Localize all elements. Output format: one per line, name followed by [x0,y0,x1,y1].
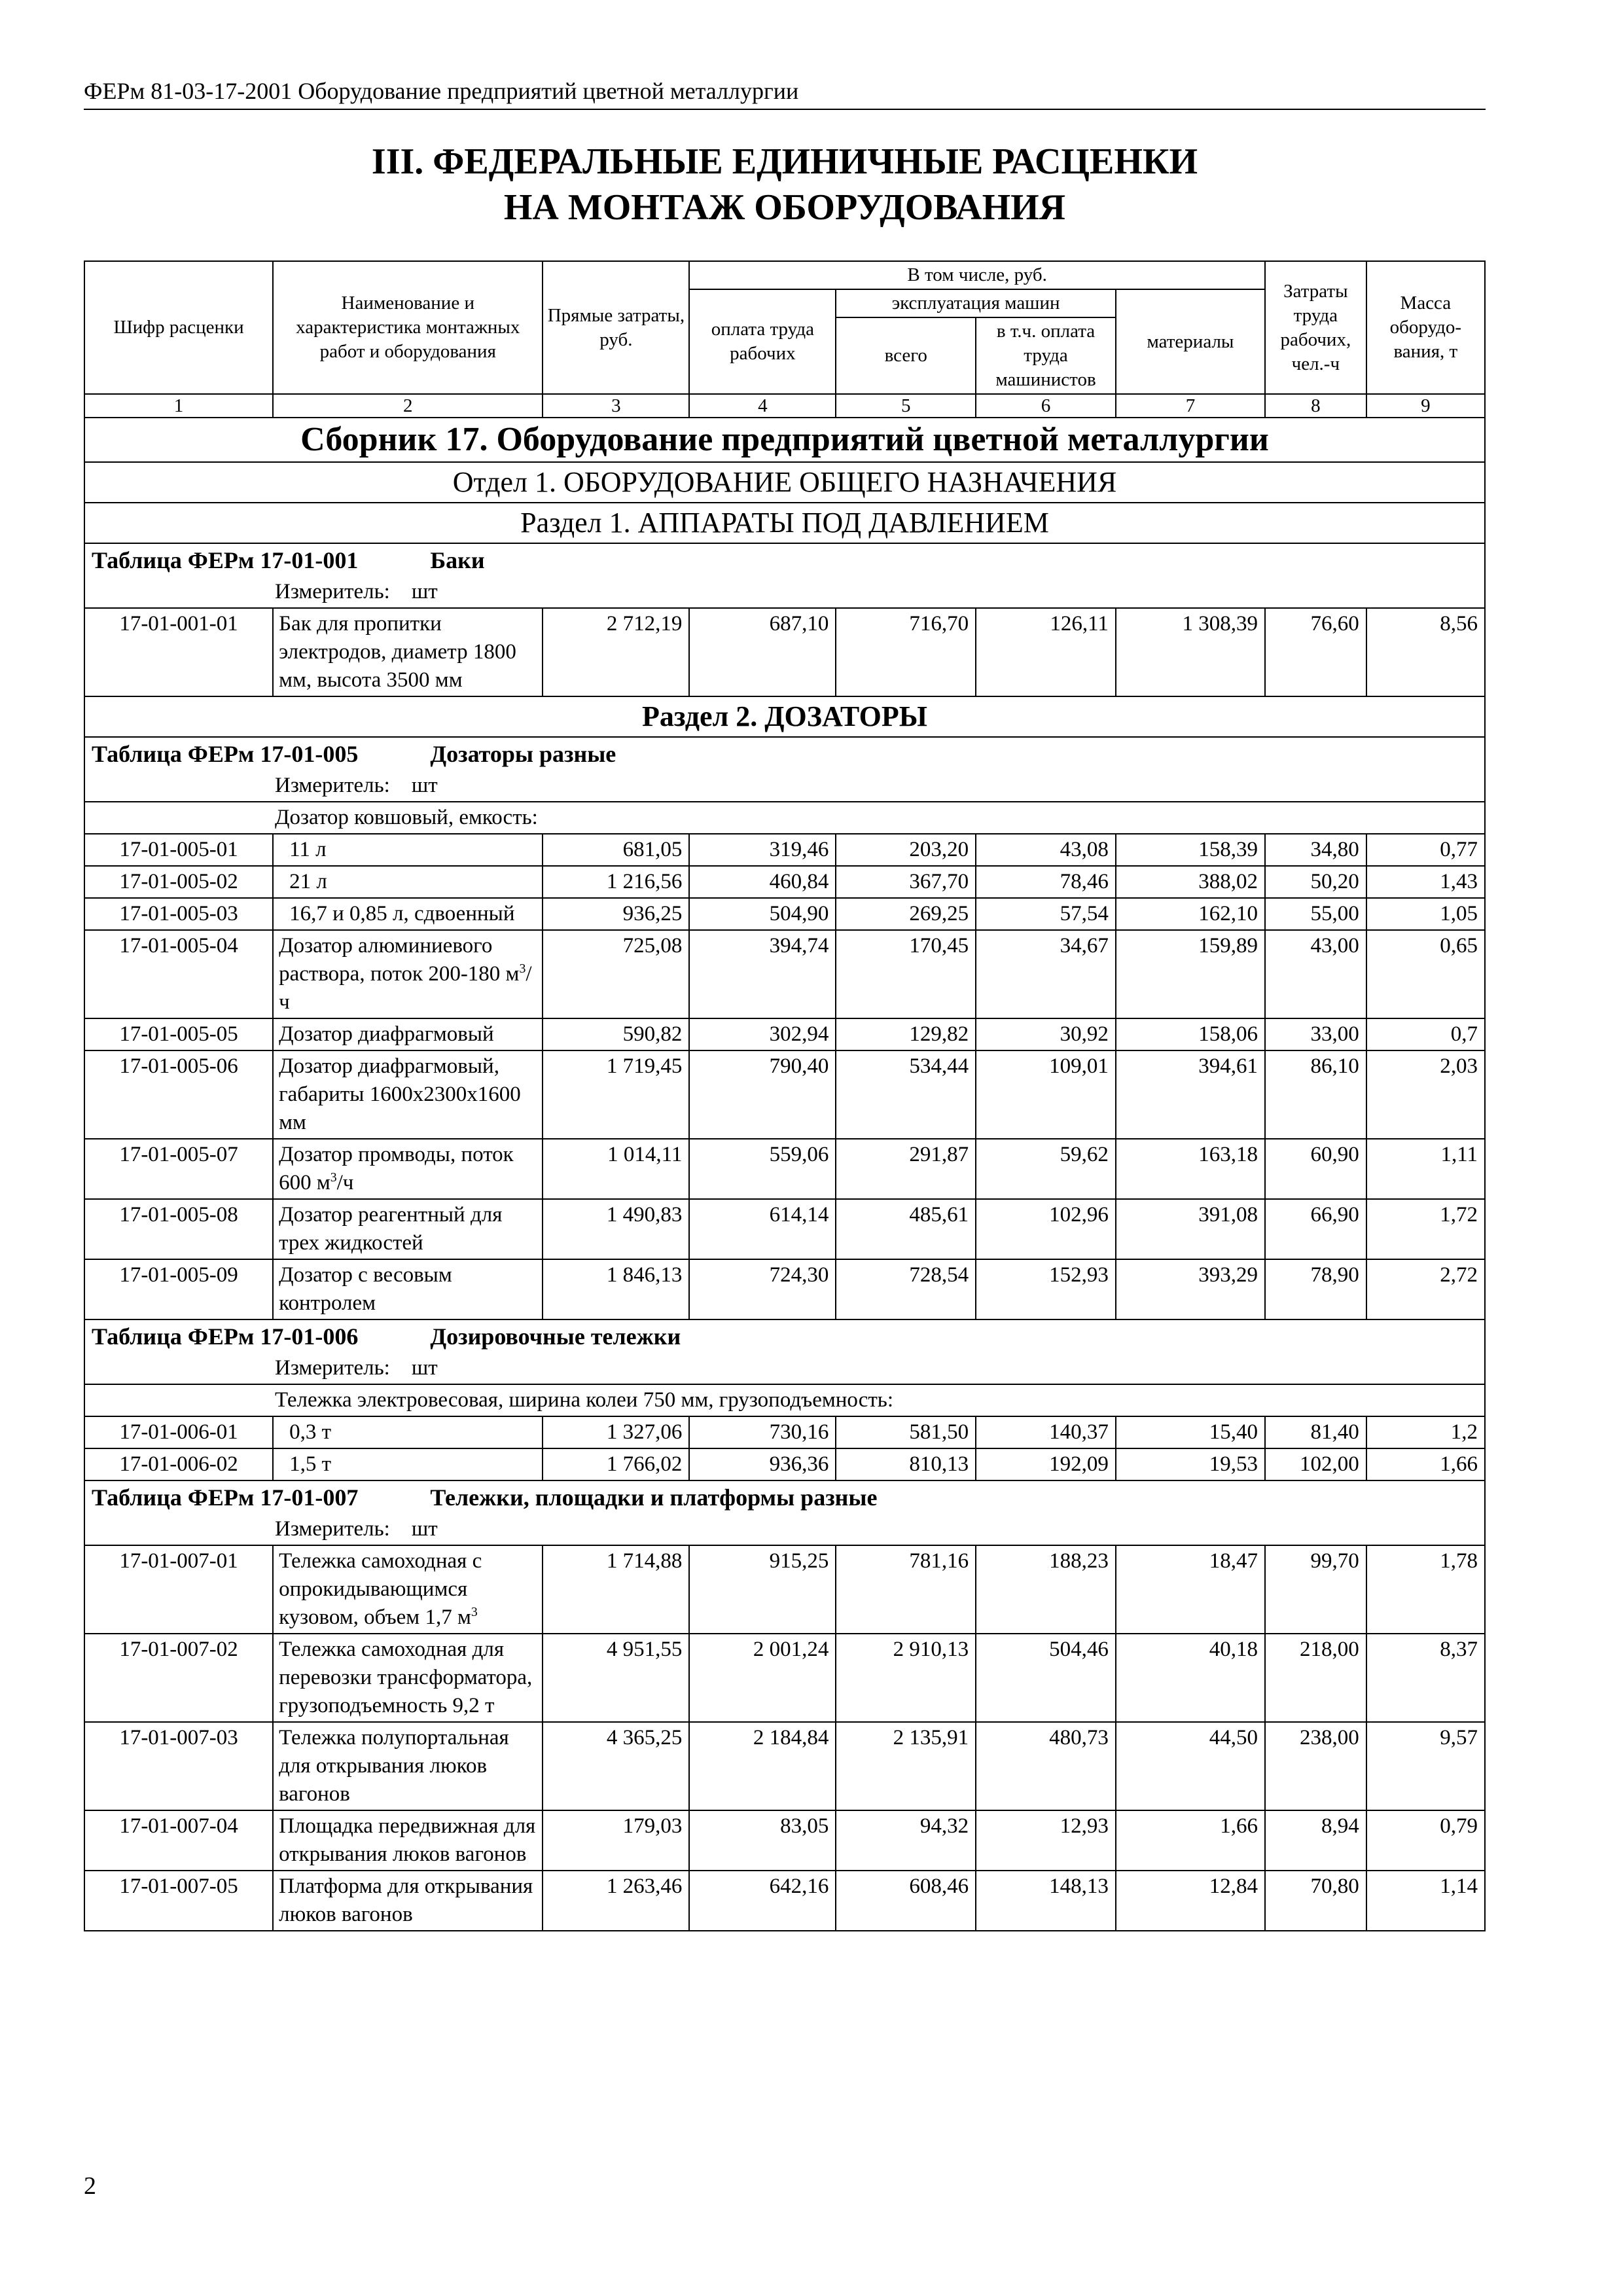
table-name: Дозаторы разные [430,741,616,767]
work-name-text: Дозатор реагентный для трех жидкостей [279,1203,503,1255]
value-labor: 2 001,24 [689,1634,836,1722]
rate-code: 17-01-007-02 [84,1634,273,1722]
value-labor: 730,16 [689,1416,836,1448]
measure-row [84,1514,1485,1545]
rate-code: 17-01-007-03 [84,1722,273,1810]
value-direct: 1 719,45 [543,1050,689,1139]
value-direct: 1 014,11 [543,1139,689,1199]
work-name-text: Дозатор с весовым контролем [279,1263,452,1315]
title-line-2: НА МОНТАЖ ОБОРУДОВАНИЯ [503,187,1066,228]
value-operators: 126,11 [976,608,1116,696]
otdel-heading: Отдел 1. ОБОРУДОВАНИЕ ОБЩЕГО НАЗНАЧЕНИЯ [84,462,1485,503]
work-name-text: 21 л [289,870,327,893]
page-title [84,139,1486,230]
work-name-text: Дозатор диафрагмовый, габариты 1600x2300x1600 мм [279,1054,521,1134]
work-name [273,866,543,898]
table-code: Таблица ФЕРм 17-01-005 [92,741,359,767]
rate-code: 17-01-005-09 [84,1259,273,1319]
value-operators: 504,46 [976,1634,1116,1722]
table-row [84,1448,1485,1480]
value-materials: 393,29 [1116,1259,1265,1319]
value-labor-cost: 86,10 [1265,1050,1366,1139]
table-row [84,898,1485,930]
value-labor-cost: 34,80 [1265,834,1366,866]
work-name [273,930,543,1018]
value-labor: 642,16 [689,1871,836,1931]
value-direct: 936,25 [543,898,689,930]
value-operators: 12,93 [976,1810,1116,1871]
measure-label: Измеритель: [275,1517,390,1541]
value-operators: 192,09 [976,1448,1116,1480]
razdel-heading: Раздел 1. АППАРАТЫ ПОД ДАВЛЕНИЕМ [84,503,1485,543]
header-incl-operators: в т.ч. оплата труда машинистов [976,317,1116,394]
sbornik-heading: Сборник 17. Оборудование предприятий цветной металлургии [84,418,1485,462]
value-materials: 19,53 [1116,1448,1265,1480]
value-labor-cost: 33,00 [1265,1018,1366,1050]
value-mass: 1,05 [1366,898,1485,930]
value-labor: 724,30 [689,1259,836,1319]
value-operators: 102,96 [976,1199,1116,1259]
header-direct: Прямые затраты, руб. [543,261,689,394]
work-name-text: Тележка полупортальная для открывания люков вагонов [279,1726,509,1806]
value-direct: 1 714,88 [543,1545,689,1634]
value-labor: 2 184,84 [689,1722,836,1810]
work-name-text: Бак для пропитки электродов, диаметр 1800 мм, высота 3500 мм [279,612,516,692]
value-mass: 0,79 [1366,1810,1485,1871]
value-mass: 1,14 [1366,1871,1485,1931]
work-name-text: Площадка передвижная для открывания люков вагонов [279,1814,536,1866]
value-mass: 1,43 [1366,866,1485,898]
value-mass: 1,2 [1366,1416,1485,1448]
measure-label: Измеритель: [275,580,390,603]
table-name: Тележки, площадки и платформы разные [430,1484,878,1511]
value-labor: 790,40 [689,1050,836,1139]
work-name [273,1545,543,1634]
value-direct: 4 365,25 [543,1722,689,1810]
value-labor: 559,06 [689,1139,836,1199]
value-machines: 581,50 [836,1416,976,1448]
value-labor-cost: 8,94 [1265,1810,1366,1871]
value-labor-cost: 50,20 [1265,866,1366,898]
value-mass: 2,03 [1366,1050,1485,1139]
measure-row [84,577,1485,608]
rate-code: 17-01-007-05 [84,1871,273,1931]
value-machines: 728,54 [836,1259,976,1319]
rate-code: 17-01-007-01 [84,1545,273,1634]
table-row [84,930,1485,1018]
value-machines: 2 135,91 [836,1722,976,1810]
title-line-1: III. ФЕДЕРАЛЬНЫЕ ЕДИНИЧНЫЕ РАСЦЕНКИ [371,141,1198,182]
work-name [273,1634,543,1722]
work-name-text: Платформа для открывания люков вагонов [279,1874,533,1926]
value-mass: 0,7 [1366,1018,1485,1050]
value-materials: 158,39 [1116,834,1265,866]
header-mass: Масса оборудо-вания, т [1366,261,1485,394]
column-numbers-row [84,394,1485,418]
value-materials: 163,18 [1116,1139,1265,1199]
value-direct: 725,08 [543,930,689,1018]
value-direct: 2 712,19 [543,608,689,696]
column-number: 5 [836,394,976,418]
value-labor-cost: 76,60 [1265,608,1366,696]
rate-code: 17-01-006-01 [84,1416,273,1448]
header-machines: эксплуатация машин [836,289,1116,317]
work-name [273,1139,543,1199]
value-labor: 460,84 [689,866,836,898]
header-name: Наименование и характеристика монтажных работ и оборудования [273,261,543,394]
column-number: 1 [84,394,273,418]
value-labor-cost: 99,70 [1265,1545,1366,1634]
measure-row [84,770,1485,802]
table-row [84,1259,1485,1319]
table-row [84,834,1485,866]
value-labor: 302,94 [689,1018,836,1050]
value-labor-cost: 66,90 [1265,1199,1366,1259]
table-row [84,1199,1485,1259]
value-materials: 162,10 [1116,898,1265,930]
table-heading-row [84,543,1485,577]
value-operators: 109,01 [976,1050,1116,1139]
value-operators: 30,92 [976,1018,1116,1050]
work-name [273,1050,543,1139]
rate-code: 17-01-005-06 [84,1050,273,1139]
rate-code: 17-01-005-08 [84,1199,273,1259]
razdel-heading: Раздел 2. ДОЗАТОРЫ [84,696,1485,737]
header-incl: В том числе, руб. [689,261,1265,289]
value-operators: 480,73 [976,1722,1116,1810]
column-number: 6 [976,394,1116,418]
table-heading [84,543,1485,577]
table-heading [84,1319,1485,1353]
header-code: Шифр расценки [84,261,273,394]
subheading-row [84,1384,1485,1416]
value-materials: 159,89 [1116,930,1265,1018]
value-machines: 781,16 [836,1545,976,1634]
work-name [273,1448,543,1480]
value-direct: 1 846,13 [543,1259,689,1319]
value-direct: 1 490,83 [543,1199,689,1259]
measure-unit: шт [411,1517,438,1541]
value-labor-cost: 55,00 [1265,898,1366,930]
table-row [84,1018,1485,1050]
column-number: 7 [1116,394,1265,418]
page-number: 2 [84,2172,96,2200]
value-mass: 0,77 [1366,834,1485,866]
table-heading [84,737,1485,770]
value-operators: 34,67 [976,930,1116,1018]
column-number: 8 [1265,394,1366,418]
superscript: 3 [471,1605,478,1619]
value-machines: 170,45 [836,930,976,1018]
value-materials: 12,84 [1116,1871,1265,1931]
value-labor: 614,14 [689,1199,836,1259]
value-machines: 810,13 [836,1448,976,1480]
value-mass: 8,56 [1366,608,1485,696]
value-labor-cost: 60,90 [1265,1139,1366,1199]
column-number: 9 [1366,394,1485,418]
rate-code: 17-01-005-07 [84,1139,273,1199]
measure [84,1514,1485,1545]
value-direct: 1 766,02 [543,1448,689,1480]
value-mass: 1,66 [1366,1448,1485,1480]
value-direct: 681,05 [543,834,689,866]
measure-label: Измеритель: [275,1356,390,1380]
value-mass: 2,72 [1366,1259,1485,1319]
work-name [273,1871,543,1931]
value-materials: 44,50 [1116,1722,1265,1810]
value-mass: 1,78 [1366,1545,1485,1634]
value-labor-cost: 218,00 [1265,1634,1366,1722]
table-name: Баки [430,547,485,573]
measure [84,770,1485,802]
table-heading-row [84,1480,1485,1514]
value-labor-cost: 102,00 [1265,1448,1366,1480]
measure-unit: шт [411,580,438,603]
value-labor-cost: 70,80 [1265,1871,1366,1931]
value-labor-cost: 78,90 [1265,1259,1366,1319]
work-name [273,1722,543,1810]
table-name: Дозировочные тележки [430,1323,681,1350]
value-materials: 388,02 [1116,866,1265,898]
work-name-text: Тележка самоходная с опрокидывающимся кузовом, объем 1,7 м [279,1549,482,1629]
value-operators: 152,93 [976,1259,1116,1319]
value-materials: 394,61 [1116,1050,1265,1139]
table-row [84,1139,1485,1199]
value-materials: 40,18 [1116,1634,1265,1722]
value-labor: 394,74 [689,930,836,1018]
header-labor: оплата труда рабочих [689,289,836,394]
value-labor-cost: 81,40 [1265,1416,1366,1448]
rate-code: 17-01-005-05 [84,1018,273,1050]
table-heading [84,1480,1485,1514]
value-labor: 936,36 [689,1448,836,1480]
value-machines: 129,82 [836,1018,976,1050]
work-name [273,1416,543,1448]
value-materials: 158,06 [1116,1018,1265,1050]
value-machines: 269,25 [836,898,976,930]
work-name-text: Дозатор алюминиевого раствора, поток 200-180 м [279,934,520,986]
value-machines: 485,61 [836,1199,976,1259]
value-labor: 83,05 [689,1810,836,1871]
value-machines: 608,46 [836,1871,976,1931]
value-operators: 188,23 [976,1545,1116,1634]
table-heading-row [84,1319,1485,1353]
superscript: 3 [519,961,526,976]
header-total: всего [836,317,976,394]
value-materials: 391,08 [1116,1199,1265,1259]
value-mass: 0,65 [1366,930,1485,1018]
subheading: Дозатор ковшовый, емкость: [84,802,1485,834]
measure-unit: шт [411,774,438,797]
superscript: 3 [330,1170,337,1185]
header-labor-cost: Затраты труда рабочих, чел.-ч [1265,261,1366,394]
work-name [273,1018,543,1050]
column-number: 4 [689,394,836,418]
value-operators: 59,62 [976,1139,1116,1199]
subheading: Тележка электровесовая, ширина колеи 750 мм, грузоподъемность: [84,1384,1485,1416]
rate-code: 17-01-007-04 [84,1810,273,1871]
work-name-text: Тележка самоходная для перевозки трансформатора, грузоподъемность 9,2 т [279,1638,533,1717]
rate-code: 17-01-006-02 [84,1448,273,1480]
work-name-text: Дозатор диафрагмовый [279,1022,494,1046]
value-direct: 4 951,55 [543,1634,689,1722]
value-labor-cost: 238,00 [1265,1722,1366,1810]
value-materials: 18,47 [1116,1545,1265,1634]
value-direct: 1 263,46 [543,1871,689,1931]
value-machines: 2 910,13 [836,1634,976,1722]
value-operators: 78,46 [976,866,1116,898]
value-labor: 915,25 [689,1545,836,1634]
work-name-text: 1,5 т [289,1452,332,1476]
work-name [273,1810,543,1871]
rates-table [84,260,1486,1931]
value-operators: 43,08 [976,834,1116,866]
table-row [84,1050,1485,1139]
value-direct: 179,03 [543,1810,689,1871]
table-row [84,1416,1485,1448]
value-direct: 1 327,06 [543,1416,689,1448]
value-operators: 148,13 [976,1871,1116,1931]
table-header [84,261,1485,418]
value-mass: 1,11 [1366,1139,1485,1199]
running-header: ФЕРм 81-03-17-2001 Оборудование предприятий цветной металлургии [84,76,1486,110]
value-machines: 367,70 [836,866,976,898]
value-labor: 319,46 [689,834,836,866]
table-code: Таблица ФЕРм 17-01-007 [92,1484,359,1511]
value-machines: 534,44 [836,1050,976,1139]
measure-unit: шт [411,1356,438,1380]
table-row [84,1871,1485,1931]
column-number: 2 [273,394,543,418]
value-direct: 590,82 [543,1018,689,1050]
value-machines: 203,20 [836,834,976,866]
value-labor-cost: 43,00 [1265,930,1366,1018]
value-machines: 94,32 [836,1810,976,1871]
work-name-text: 16,7 и 0,85 л, сдвоенный [289,902,515,925]
header-materials: материалы [1116,289,1265,394]
value-mass: 9,57 [1366,1722,1485,1810]
table-heading-row [84,737,1485,770]
table-row [84,1722,1485,1810]
measure-label: Измеритель: [275,774,390,797]
column-number: 3 [543,394,689,418]
table-code: Таблица ФЕРм 17-01-001 [92,547,359,573]
value-machines: 716,70 [836,608,976,696]
rate-code: 17-01-005-04 [84,930,273,1018]
rate-code: 17-01-005-03 [84,898,273,930]
table-row [84,866,1485,898]
table-row [84,1634,1485,1722]
work-name [273,1199,543,1259]
value-machines: 291,87 [836,1139,976,1199]
work-name [273,898,543,930]
measure [84,1353,1485,1384]
measure-row [84,1353,1485,1384]
rate-code: 17-01-005-02 [84,866,273,898]
table-row [84,608,1485,696]
measure [84,577,1485,608]
work-name [273,834,543,866]
value-operators: 57,54 [976,898,1116,930]
table-row [84,1545,1485,1634]
work-name-tail: /ч [336,1171,354,1194]
table-row [84,1810,1485,1871]
work-name [273,608,543,696]
value-materials: 1 308,39 [1116,608,1265,696]
value-operators: 140,37 [976,1416,1116,1448]
rate-code: 17-01-005-01 [84,834,273,866]
value-labor: 504,90 [689,898,836,930]
work-name-text: Дозатор промводы, поток 600 м [279,1143,514,1194]
table-code: Таблица ФЕРм 17-01-006 [92,1323,359,1350]
value-materials: 1,66 [1116,1810,1265,1871]
work-name [273,1259,543,1319]
rate-code: 17-01-001-01 [84,608,273,696]
value-labor: 687,10 [689,608,836,696]
work-name-tail: /ч [279,962,532,1014]
value-materials: 15,40 [1116,1416,1265,1448]
work-name-text: 0,3 т [289,1420,332,1444]
value-direct: 1 216,56 [543,866,689,898]
subheading-row [84,802,1485,834]
work-name-text: 11 л [289,838,327,861]
table-body [84,418,1485,1931]
value-mass: 8,37 [1366,1634,1485,1722]
value-mass: 1,72 [1366,1199,1485,1259]
